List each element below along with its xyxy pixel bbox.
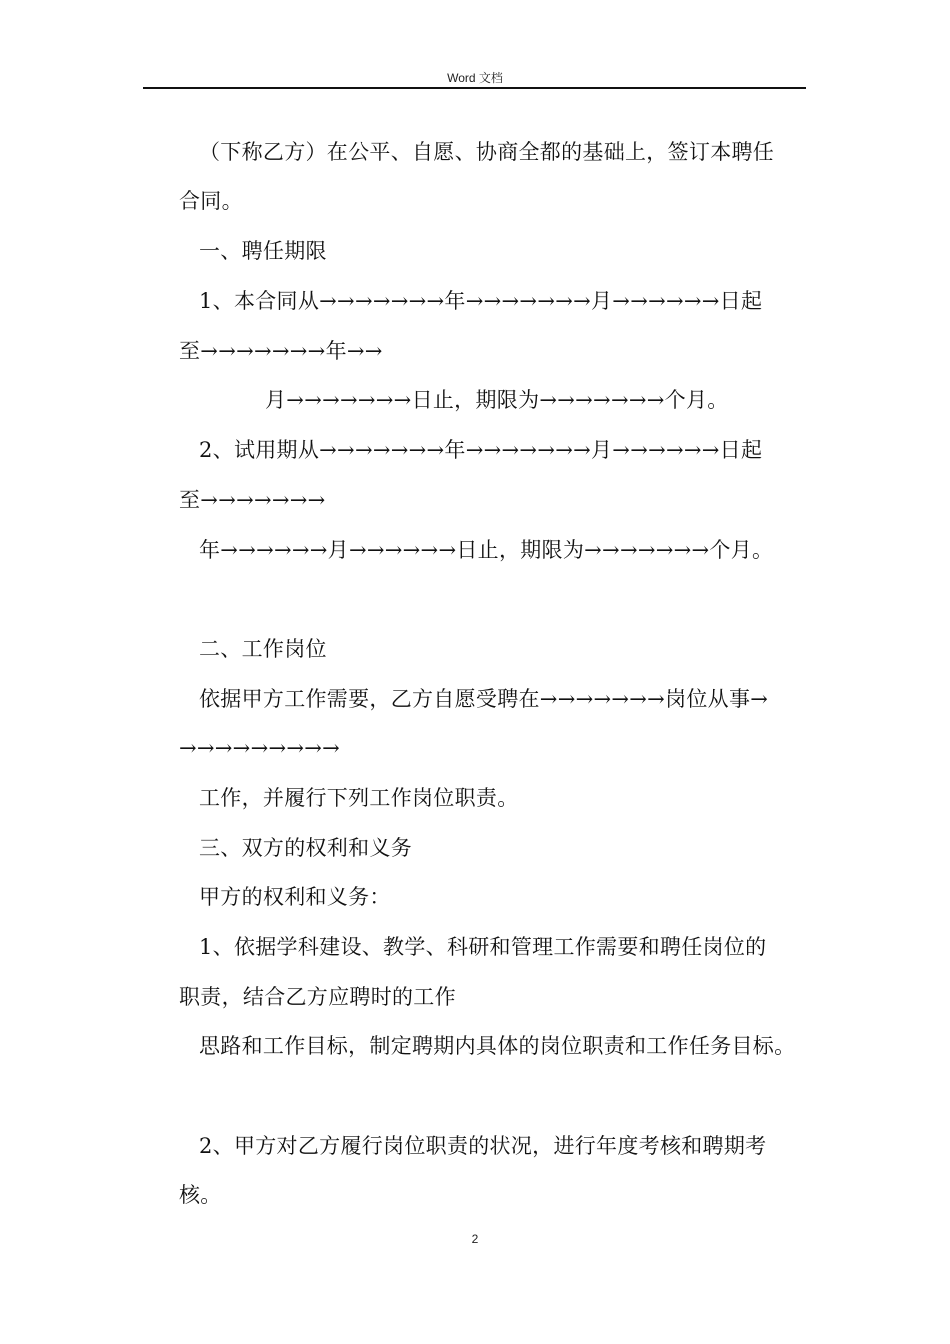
body-line: 年→→→→→→月→→→→→→日止，期限为→→→→→→→个月。 — [199, 538, 774, 562]
body-line: →→→→→→→→→ — [179, 736, 341, 760]
body-line: 1、本合同从→→→→→→→年→→→→→→→月→→→→→→日起 — [199, 289, 763, 313]
body-line: 至→→→→→→→年→→ — [179, 339, 383, 363]
body-line: 2、试用期从→→→→→→→年→→→→→→→月→→→→→→日起 — [199, 438, 763, 462]
body-line: 至→→→→→→→ — [179, 488, 326, 512]
body-line: 合同。 — [179, 189, 243, 213]
body-line: 思路和工作目标，制定聘期内具体的岗位职责和工作任务目标。 — [199, 1034, 796, 1058]
body-line: 1、依据学科建设、教学、科研和管理工作需要和聘任岗位的 — [199, 935, 767, 959]
section-heading: 三、双方的权利和义务 — [199, 836, 412, 860]
page-header: Word 文档 — [447, 71, 503, 85]
body-line: 甲方的权利和义务： — [199, 885, 391, 909]
body-line: 依据甲方工作需要，乙方自愿受聘在→→→→→→→岗位从事→ — [199, 687, 769, 711]
section-heading: 一、聘任期限 — [199, 239, 327, 263]
page-number: 2 — [471, 1232, 479, 1246]
body-line: 工作，并履行下列工作岗位职责。 — [199, 786, 519, 810]
body-line: 职责，结合乙方应聘时的工作 — [179, 985, 456, 1009]
body-line: 月→→→→→→→日止，期限为→→→→→→→个月。 — [265, 388, 729, 412]
section-heading: 二、工作岗位 — [199, 637, 327, 661]
body-line: 2、甲方对乙方履行岗位职责的状况，进行年度考核和聘期考 — [199, 1134, 767, 1158]
body-line: （下称乙方）在公平、自愿、协商全都的基础上，签订本聘任 — [199, 140, 775, 164]
body-line: 核。 — [179, 1183, 222, 1207]
header-divider — [143, 87, 806, 89]
